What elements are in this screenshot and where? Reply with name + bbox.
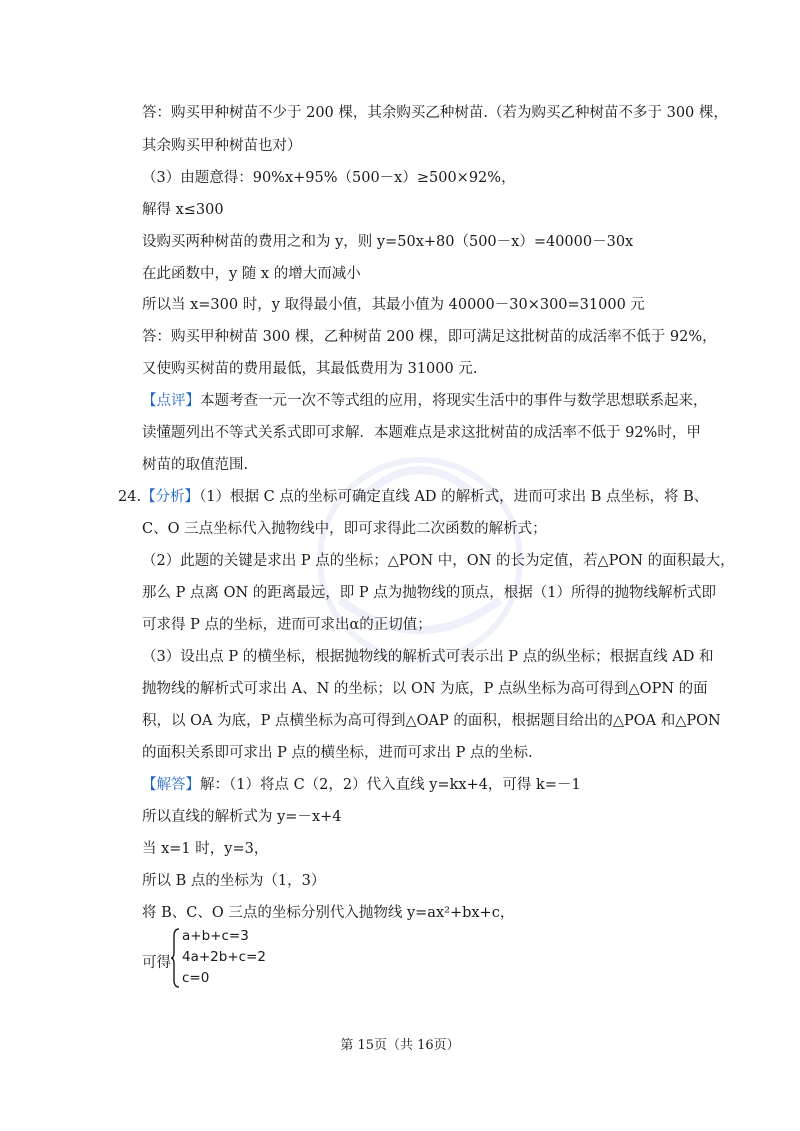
review-tag: 【点评】 [142, 393, 200, 409]
equation-1: a+b+c=3 [182, 928, 249, 944]
text-line: 读懂题列出不等式关系式即可求解．本题难点是求这批树苗的成活率不低于 92%时，甲 [142, 425, 701, 441]
page-footer: 第 15页（共 16页） [340, 1038, 460, 1053]
equation-3: c=0 [182, 970, 210, 986]
text-span: 本题考查一元一次不等式组的应用，将现实生活中的事件与数学思想联系起来， [200, 393, 708, 409]
text-line: 抛物线的解析式可求出 A、N 的坐标；以 ON 为底，P 点纵坐标为高可得到△OPN 的面 [142, 681, 708, 697]
answer-tag: 【解答】 [142, 777, 200, 793]
equation-2: 4a+2b+c=2 [182, 949, 266, 965]
text-line: （2）此题的关键是求出 P 点的坐标；△PON 中，ON 的长为定值，若△PON 的面积最大， [142, 553, 735, 569]
text-line: 在此函数中，y 随 x 的增大而减小 [142, 266, 361, 282]
text-line: 那么 P 点离 ON 的距离最远，即 P 点为抛物线的顶点，根据（1）所得的抛物线解析式即 [142, 585, 716, 601]
question-number: 24. [118, 489, 142, 505]
text-line: 解得 x≤300 [142, 202, 224, 218]
text-line: 设购买两种树苗的费用之和为 y，则 y=50x+80（500－x）=40000－30x [142, 234, 634, 250]
text-line: 答：购买甲种树苗 300 棵，乙种树苗 200 棵，即可满足这批树苗的成活率不低于 92%， [142, 329, 717, 345]
analysis-tag: 【分析】 [141, 489, 200, 505]
text-line: 所以 B 点的坐标为（1，3） [142, 873, 326, 889]
analysis-line [118, 488, 708, 506]
equation-system [142, 928, 282, 992]
text-span: 解：（1）将点 C（2，2）代入直线 y=kx+4，可得 k=－1 [200, 777, 581, 793]
answer-line [142, 776, 581, 794]
text-line: 答：购买甲种树苗不少于 200 棵，其余购买乙种树苗.（若为购买乙种树苗不多于 300 棵， [142, 105, 728, 121]
text-line: 将 B、C、O 三点的坐标分别代入抛物线 y=ax²+bx+c， [142, 905, 515, 921]
text-line: 树苗的取值范围. [142, 457, 249, 473]
text-span: （1）根据 C 点的坐标可确定直线 AD 的解析式，进而可求出 B 点坐标，将 B、 [199, 489, 709, 505]
system-label: 可得 [142, 955, 171, 971]
text-line: 又使购买树苗的费用最低，其最低费用为 31000 元. [142, 361, 478, 377]
text-line: 所以直线的解析式为 y=－x+4 [142, 809, 342, 825]
text-line: 可求得 P 点的坐标，进而可求出α的正切值； [142, 617, 432, 633]
text-line: （3）由题意得：90%x+95%（500－x）≥500×92%， [142, 170, 516, 186]
text-line: 所以当 x=300 时，y 取得最小值，其最小值为 40000－30×300=31000 元 [142, 297, 645, 313]
left-brace-icon [170, 928, 180, 988]
review-line [142, 392, 708, 410]
text-line: 其余购买甲种树苗也对） [142, 138, 302, 154]
text-line: 积，以 OA 为底，P 点横坐标为高可得到△OAP 的面积，根据题目给出的△POA 和△PON [142, 713, 721, 729]
text-line: C、O 三点坐标代入抛物线中，即可求得此二次函数的解析式； [142, 521, 547, 537]
text-line: 的面积关系即可求出 P 点的横坐标，进而可求出 P 点的坐标. [142, 745, 533, 761]
text-line: （3）设出点 P 的横坐标，根据抛物线的解析式可表示出 P 点的纵坐标；根据直线 AD 和 [142, 649, 714, 665]
text-line: 当 x=1 时，y=3， [142, 841, 269, 857]
